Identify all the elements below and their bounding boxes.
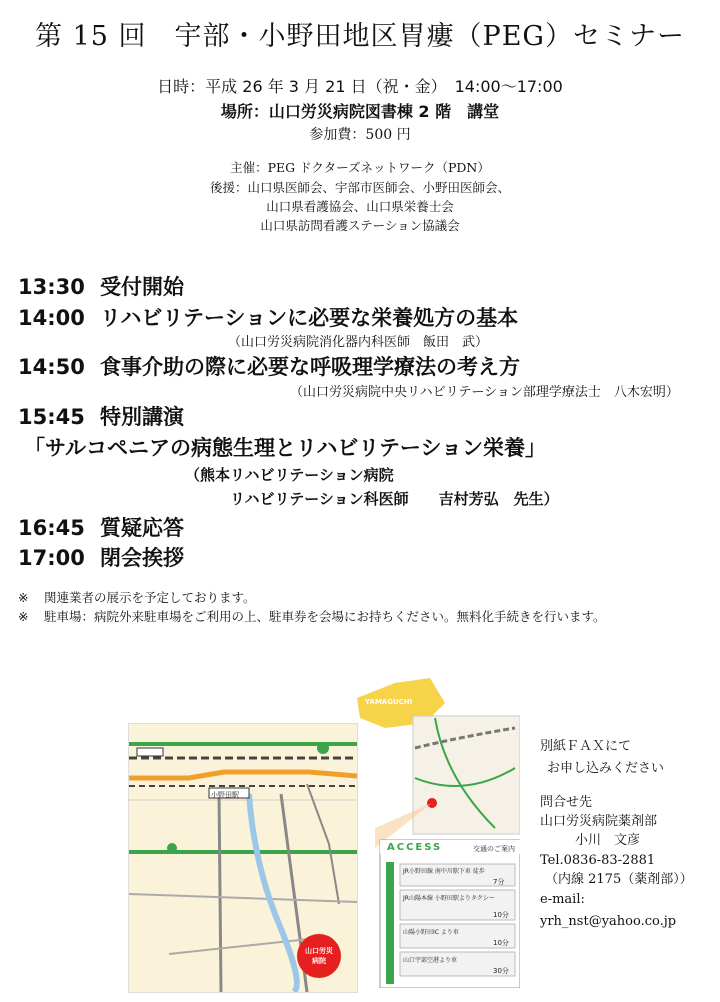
access-time: 10分 xyxy=(493,911,509,919)
contact-tel: Tel.0836-83-2881 xyxy=(540,853,656,868)
access-time: 7分 xyxy=(493,878,505,886)
contact-email: yrh_nst@yahoo.co.jp xyxy=(540,914,677,929)
contact-person: 小川 文彦 xyxy=(575,833,641,848)
note-mark: ※ xyxy=(18,609,29,624)
station-label: 小野田駅 xyxy=(211,791,239,799)
access-subtitle: 交通のご案内 xyxy=(473,845,515,853)
access-route: JR山陽本線 小野田駅よりタクシー xyxy=(403,895,495,902)
hospital-label: 山口労災病院 xyxy=(305,947,333,965)
access-time: 30分 xyxy=(493,967,509,975)
program-time: 16:45 xyxy=(18,516,85,540)
access-route: 山陽小野田IC より車 xyxy=(403,929,459,936)
program-item xyxy=(18,351,520,381)
program-item xyxy=(18,401,184,431)
event-fee: 参加費：500 円 xyxy=(309,127,411,143)
program-time: 14:50 xyxy=(18,355,85,379)
event-venue: 場所：山口労災病院図書棟 2 階 講堂 xyxy=(220,102,500,121)
support-line: 山口県訪問看護ステーション協議会 xyxy=(260,218,460,233)
special-lecture-speaker: （熊本リハビリテーション病院 xyxy=(185,466,394,484)
program-title: 質疑応答 xyxy=(100,516,184,540)
note-mark: ※ xyxy=(18,590,29,605)
contact-ext: （内線 2175（薬剤部）） xyxy=(545,872,693,887)
program-time: 15:45 xyxy=(18,405,85,429)
program-item xyxy=(18,302,518,332)
fax-instruction: 別紙ＦＡＸにて xyxy=(540,739,632,754)
program-item xyxy=(18,271,184,301)
contact-heading: 問合せ先 xyxy=(540,795,593,810)
program-speaker: （山口労災病院消化器内科医師 飯田 武） xyxy=(228,335,489,350)
contact-dept: 山口労災病院薬剤部 xyxy=(540,814,658,829)
program-title: 特別講演 xyxy=(100,405,184,429)
support-line: 後援：山口県医師会、宇部市医師会、小野田医師会、 xyxy=(209,180,510,195)
special-lecture-title: 「サルコペニアの病態生理とリハビリテーション栄養」 xyxy=(24,436,547,460)
page-title: 第 15 回 宇部・小野田地区胃瘻（PEG）セミナー xyxy=(35,21,685,52)
special-lecture-speaker: リハビリテーション科医師 吉村芳弘 先生） xyxy=(230,490,559,508)
program-title: 閉会挨拶 xyxy=(100,546,184,570)
access-title: ACCESS xyxy=(387,842,443,853)
program-title: 受付開始 xyxy=(100,275,184,299)
note-item xyxy=(18,588,256,606)
event-datetime: 日時：平成 26 年 3 月 21 日（祝・金） 14:00～17:00 xyxy=(157,77,563,96)
note-text: 関連業者の展示を予定しております。 xyxy=(44,590,256,605)
program-time: 14:00 xyxy=(18,306,85,330)
region-label: YAMAGUCHI xyxy=(365,698,413,706)
area-map xyxy=(128,723,358,993)
support-line: 山口県看護協会、山口県栄養士会 xyxy=(266,199,454,214)
program-title: リハビリテーションに必要な栄養処方の基本 xyxy=(100,306,519,330)
program-speaker: （山口労災病院中央リハビリテーション部理学療法士 八木宏明） xyxy=(290,385,679,400)
program-time: 13:30 xyxy=(18,275,85,299)
program-time: 17:00 xyxy=(18,546,85,570)
program-title: 食事介助の際に必要な呼吸理学療法の考え方 xyxy=(100,355,520,379)
program-item xyxy=(18,512,184,542)
access-panel xyxy=(355,678,520,988)
access-time: 10分 xyxy=(493,939,509,947)
access-route: 山口宇部空港より車 xyxy=(403,957,458,964)
note-item xyxy=(18,607,606,625)
host-organizer: 主催：PEG ドクターズネットワーク（PDN） xyxy=(230,160,490,175)
email-label: e-mail: xyxy=(540,892,585,907)
program-item xyxy=(18,542,184,572)
fax-instruction: お申し込みください xyxy=(547,761,665,776)
note-text: 駐車場：病院外来駐車場をご利用の上、駐車券を会場にお持ちください。無料化手続きを行います。 xyxy=(44,609,606,624)
access-route: JR小野田線 南中川駅下車 徒歩 xyxy=(403,868,485,875)
